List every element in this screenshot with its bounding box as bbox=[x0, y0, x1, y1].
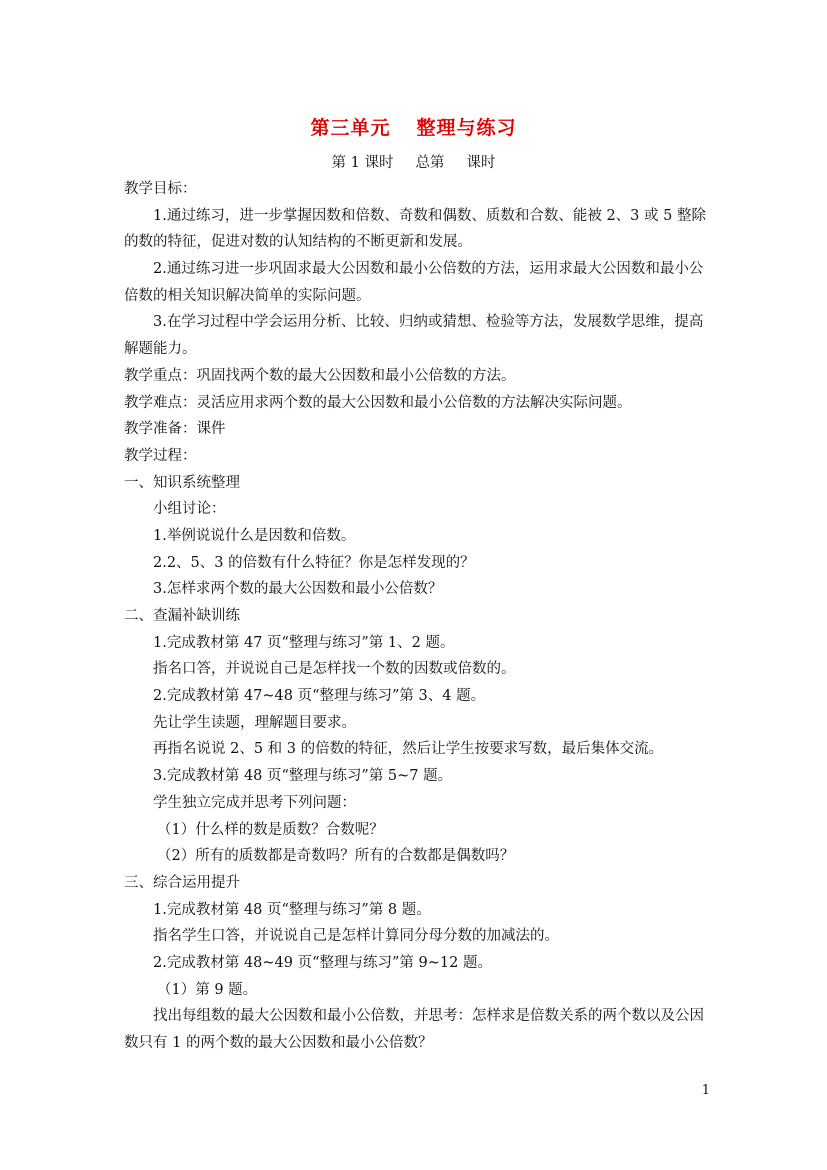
section-heading: 二、查漏补缺训练 bbox=[124, 608, 240, 624]
paragraph-line: 倍数的相关知识解决简单的实际问题。 bbox=[124, 287, 371, 304]
paragraph-line: 3.在学习过程中学会运用分析、比较、归纳或猜想、检验等方法，发展数学思维，提高 bbox=[153, 314, 704, 331]
list-item: 1.举例说说什么是因数和倍数。 bbox=[153, 527, 356, 544]
list-item: 2.2、5、3 的倍数有什么特征？你是怎样发现的？ bbox=[153, 554, 475, 571]
unit-title-topic: 整理与练习 bbox=[416, 117, 517, 139]
paragraph-line: 1.通过练习，进一步掌握因数和倍数、奇数和偶数、质数和合数、能被 2、3 或 5 整除 bbox=[153, 207, 706, 224]
list-item: （1）第 9 题。 bbox=[157, 981, 258, 998]
page-number: 1 bbox=[701, 1083, 710, 1098]
paragraph-line: 的数的特征，促进对数的认知结构的不断更新和发展。 bbox=[124, 234, 472, 251]
list-item: 2.完成教材第 48~49 页“整理与练习”第 9~12 题。 bbox=[153, 954, 492, 971]
list-item: 3.怎样求两个数的最大公因数和最小公倍数？ bbox=[153, 581, 443, 598]
lesson-subtitle bbox=[0, 151, 827, 172]
list-item: 1.完成教材第 47 页“整理与练习”第 1、2 题。 bbox=[153, 634, 455, 651]
unit-title bbox=[0, 113, 827, 140]
section-heading: 三、综合运用提升 bbox=[124, 874, 240, 891]
paragraph-line: 指名学生口答，并说说自己是怎样计算同分母分数的加减法的。 bbox=[153, 928, 559, 945]
document-body bbox=[124, 176, 706, 1057]
paragraph-line: 教学难点：灵活应用求两个数的最大公因数和最小公倍数的方法解决实际问题。 bbox=[124, 394, 632, 411]
unit-title-number: 第三单元 bbox=[310, 117, 391, 139]
paragraph-line: 先让学生读题，理解题目要求。 bbox=[153, 714, 356, 731]
section-heading: 一、知识系统整理 bbox=[124, 474, 240, 491]
paragraph-line: 2.通过练习进一步巩固求最大公因数和最小公倍数的方法，运用求最大公因数和最小公 bbox=[153, 261, 704, 278]
list-item: （2）所有的质数都是奇数吗？所有的合数都是偶数吗？ bbox=[157, 848, 515, 865]
list-item: 3.完成教材第 48 页“整理与练习”第 5~7 题。 bbox=[153, 768, 453, 785]
list-item: 2.完成教材第 47~48 页“整理与练习”第 3、4 题。 bbox=[153, 688, 486, 705]
paragraph-line: 数只有 1 的两个数的最大公因数和最小公倍数？ bbox=[124, 1035, 433, 1051]
list-item: （1）什么样的数是质数？合数呢？ bbox=[157, 821, 384, 838]
paragraph-line: 找出每组数的最大公因数和最小公倍数，并思考：怎样求是倍数关系的两个数以及公因 bbox=[153, 1008, 704, 1025]
section-heading: 教学过程： bbox=[124, 447, 197, 464]
paragraph-line: 学生独立完成并思考下列问题： bbox=[153, 794, 356, 811]
lesson-unit-label: 课时 bbox=[466, 155, 496, 171]
paragraph-line: 解题能力。 bbox=[124, 341, 197, 358]
lesson-number: 第 1 课时 bbox=[331, 155, 394, 171]
paragraph-line: 小组讨论： bbox=[153, 501, 226, 518]
paragraph-line: 再指名说说 2、5 和 3 的倍数的特征，然后让学生按要求写数，最后集体交流。 bbox=[153, 741, 664, 758]
list-item: 1.完成教材第 48 页“整理与练习”第 8 题。 bbox=[153, 901, 431, 918]
paragraph-line: 指名口答，并说说自己是怎样找一个数的因数或倍数的。 bbox=[153, 661, 516, 678]
section-heading: 教学目标： bbox=[124, 181, 197, 197]
paragraph-line: 教学重点：巩固找两个数的最大公因数和最小公倍数的方法。 bbox=[124, 367, 516, 384]
paragraph-line: 教学准备：课件 bbox=[124, 421, 226, 438]
total-lesson-label: 总第 bbox=[415, 155, 445, 171]
